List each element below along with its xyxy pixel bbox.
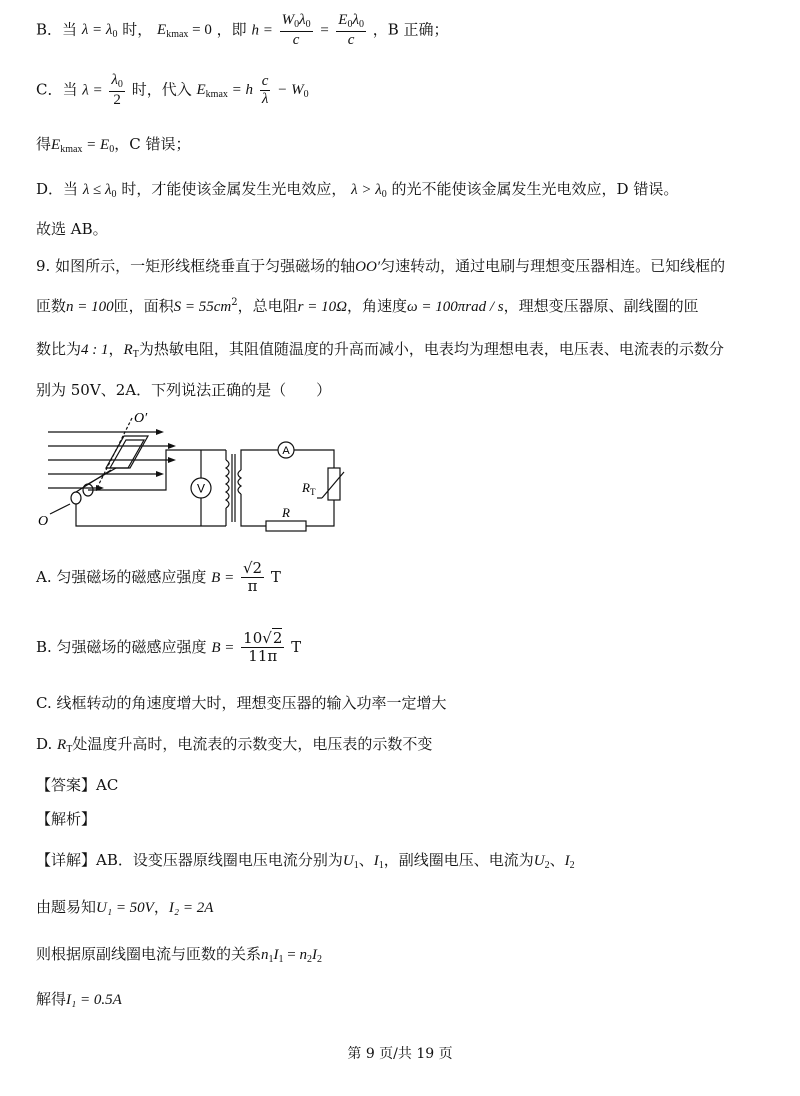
question-line-4: 别为 50V、2A．下列说法正确的是（ ） [36, 381, 332, 399]
arrow-head [168, 457, 176, 463]
axis-label-o-prime: O′ [134, 411, 148, 426]
coil-frame-inner [110, 440, 144, 468]
question-line-1: 9. 如图所示，一矩形线框绕垂直于匀强磁场的轴OO′匀速转动，通过电刷与理想变压器相连。已知线框的 [36, 257, 726, 275]
analysis-heading: 【解析】 [36, 810, 97, 828]
detail-line-4: 解得I₁ = 0.5A [36, 990, 122, 1008]
option-a: A. 匀强磁场的磁感应强度 B = $\frac{√2}{\pi}$ T [36, 559, 281, 596]
option-d: D. $R_T$处温度升高时，电流表的示数变大，电压表的示数不变 [36, 735, 433, 755]
wire-right-bottom [306, 500, 334, 526]
arrow-head [168, 443, 176, 449]
solution-choose: 故选 AB。 [36, 220, 108, 238]
option-b: B. 匀强磁场的磁感应强度 B = $\frac{10√2}{11\pi}$ T [36, 629, 302, 666]
wire-bottom [76, 504, 226, 526]
question-line-2: 匝数n = 100匝，面积$S = 55cm^2$，总电阻r = 10Ω，角速度ω = 100πrad / s，理想变压器原、副线圈的匝 [36, 297, 699, 315]
arrow-head [156, 471, 164, 477]
thermistor-label: $R_T$ [302, 480, 316, 497]
wire-secondary-top [241, 450, 278, 470]
slip-ring [71, 492, 81, 504]
solution-line-b: B．当 $\lambda = \lambda_0$ 时， $E_{kmax} = 0$ ，即 h = $\frac{W_0\lambda_0}{c}$ = $\frac{E_0\lambda_0}{c}$ ，B 正确； [36, 12, 449, 48]
o-arrow [50, 504, 70, 514]
resistor-label: R [282, 505, 290, 520]
detail-line-2: 由题易知U₁ = 50V，I₂ = 2A [36, 898, 214, 916]
voltmeter-label: V [196, 481, 206, 496]
wire-right-top [294, 450, 334, 468]
question-line-3: 数比为4 : 1，$R_T$为热敏电阻，其阻值随温度的升高而减小，电表均为理想电表，电压表、电流表的示数分 [36, 340, 724, 360]
solution-line-c-result: 得$E_{kmax} = E_0$，C 错误； [36, 135, 191, 155]
arrow-head [156, 429, 164, 435]
solution-line-c: C．当 λ = $\frac{\lambda_0}{2}$ 时，代入 $E_{kmax} = h$ $\frac{c}{\lambda}$ − $W_0$ [36, 72, 309, 108]
circuit-diagram [36, 410, 356, 535]
detail-line-3: 则根据原副线圈电流与匝数的关系$n_1I_1 = n_2I_2$ [36, 945, 322, 965]
secondary-coil [238, 470, 241, 494]
axis-label-o: O [38, 514, 49, 529]
solution-line-d: D．当 $\lambda \le \lambda_0$ 时，才能使该金属发生光电效应， $\lambda > \lambda_0$ 的光不能使该金属发生光电效应，D 错误。 [36, 180, 679, 200]
detail-line-1: 【详解】AB．设变压器原线圈电压电流分别为$U_1$、$I_1$，副线圈电压、电流为$U_2$、$I_2$ [36, 851, 575, 871]
wire-secondary-bottom [241, 494, 266, 526]
ammeter-label: A [282, 445, 290, 457]
primary-coil [226, 460, 229, 508]
page-footer: 第 9 页/共 19 页 [347, 1046, 453, 1062]
answer: 【答案】AC [36, 776, 119, 794]
rotation-axis [96, 418, 132, 490]
resistor [266, 521, 306, 531]
option-c: C. 线框转动的角速度增大时，理想变压器的输入功率一定增大 [36, 694, 447, 712]
